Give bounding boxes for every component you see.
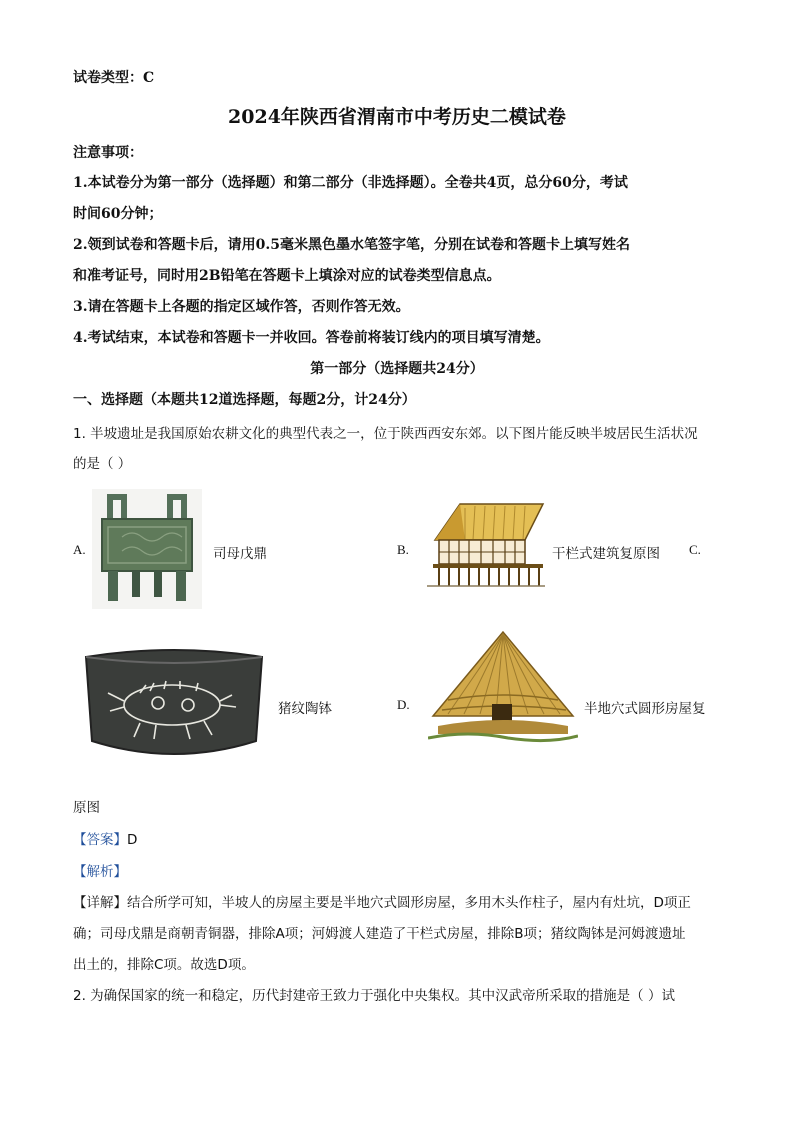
note-line-3: 2.领到试卷和答题卡后，请用0.5毫米黑色墨水笔签字笔，分别在试卷和答题卡上填写姓名 (73, 237, 630, 253)
detail-line-3: 出土的，排除C项。故选D项。 (73, 957, 255, 973)
bronze-ding-image (92, 489, 202, 609)
analysis-label: 【解析】 (73, 864, 127, 880)
answer-value: D (127, 832, 138, 848)
option-b-letter: B. (397, 542, 409, 557)
option-a-caption: 司母戊鼎 (213, 546, 267, 562)
detail-label: 【详解】 (73, 895, 127, 911)
detail-line-1 (73, 891, 691, 911)
note-line-6: 4.考试结束，本试卷和答题卡一并收回。答卷前将装订线内的项目填写清楚。 (73, 330, 550, 346)
q1-stem-line1: 1. 半坡遗址是我国原始农耕文化的典型代表之一，位于陕西西安东郊。以下图片能反映半坡居民生活状况 (73, 426, 698, 442)
option-a-letter: A. (73, 542, 86, 557)
section-heading: 一、选择题（本题共12道选择题，每题2分，计24分） (73, 392, 416, 408)
note-line-2: 时间60分钟； (73, 206, 163, 222)
answer-label: 【答案】 (73, 832, 127, 848)
paper-type: 试卷类型：C (73, 70, 155, 86)
q1-stem-line2: 的是（ ） (73, 456, 132, 472)
answer-line (73, 828, 137, 848)
page-title: 2024年陕西省渭南市中考历史二模试卷 (228, 106, 566, 128)
note-line-5: 3.请在答题卡上各题的指定区域作答，否则作答无效。 (73, 299, 410, 315)
note-line-1: 1.本试卷分为第一部分（选择题）和第二部分（非选择题）。全卷共4页，总分60分，考试 (73, 175, 628, 191)
option-d-caption: 半地穴式圆形房屋复 (584, 701, 706, 717)
q2-stem: 2. 为确保国家的统一和稳定，历代封建帝王致力于强化中央集权。其中汉武帝所采取的措施是（ ）试 (73, 988, 675, 1004)
stilt-house-image (425, 500, 545, 590)
part1-heading: 第一部分（选择题共24分） (310, 361, 484, 377)
option-d-caption-cont: 原图 (73, 800, 100, 816)
note-line-4: 和准考证号，同时用2B铅笔在答题卡上填涂对应的试卷类型信息点。 (73, 268, 501, 284)
option-d-letter: D. (397, 697, 410, 712)
detail-line-2: 确；司母戊鼎是商朝青铜器，排除A项；河姆渡人建造了干栏式房屋，排除B项；猪纹陶钵是河姆渡遗址 (73, 926, 686, 942)
option-b-caption: 干栏式建筑复原图 (552, 546, 660, 562)
option-c-letter: C. (689, 542, 701, 557)
pig-pottery-bowl-image (80, 645, 268, 765)
semi-subterranean-house-image (428, 630, 578, 750)
option-c-caption: 猪纹陶钵 (278, 701, 332, 717)
detail-text-1: 结合所学可知，半坡人的房屋主要是半地穴式圆形房屋，多用木头作柱子，屋内有灶坑，D项正 (127, 895, 691, 911)
notes-heading: 注意事项： (73, 145, 143, 161)
